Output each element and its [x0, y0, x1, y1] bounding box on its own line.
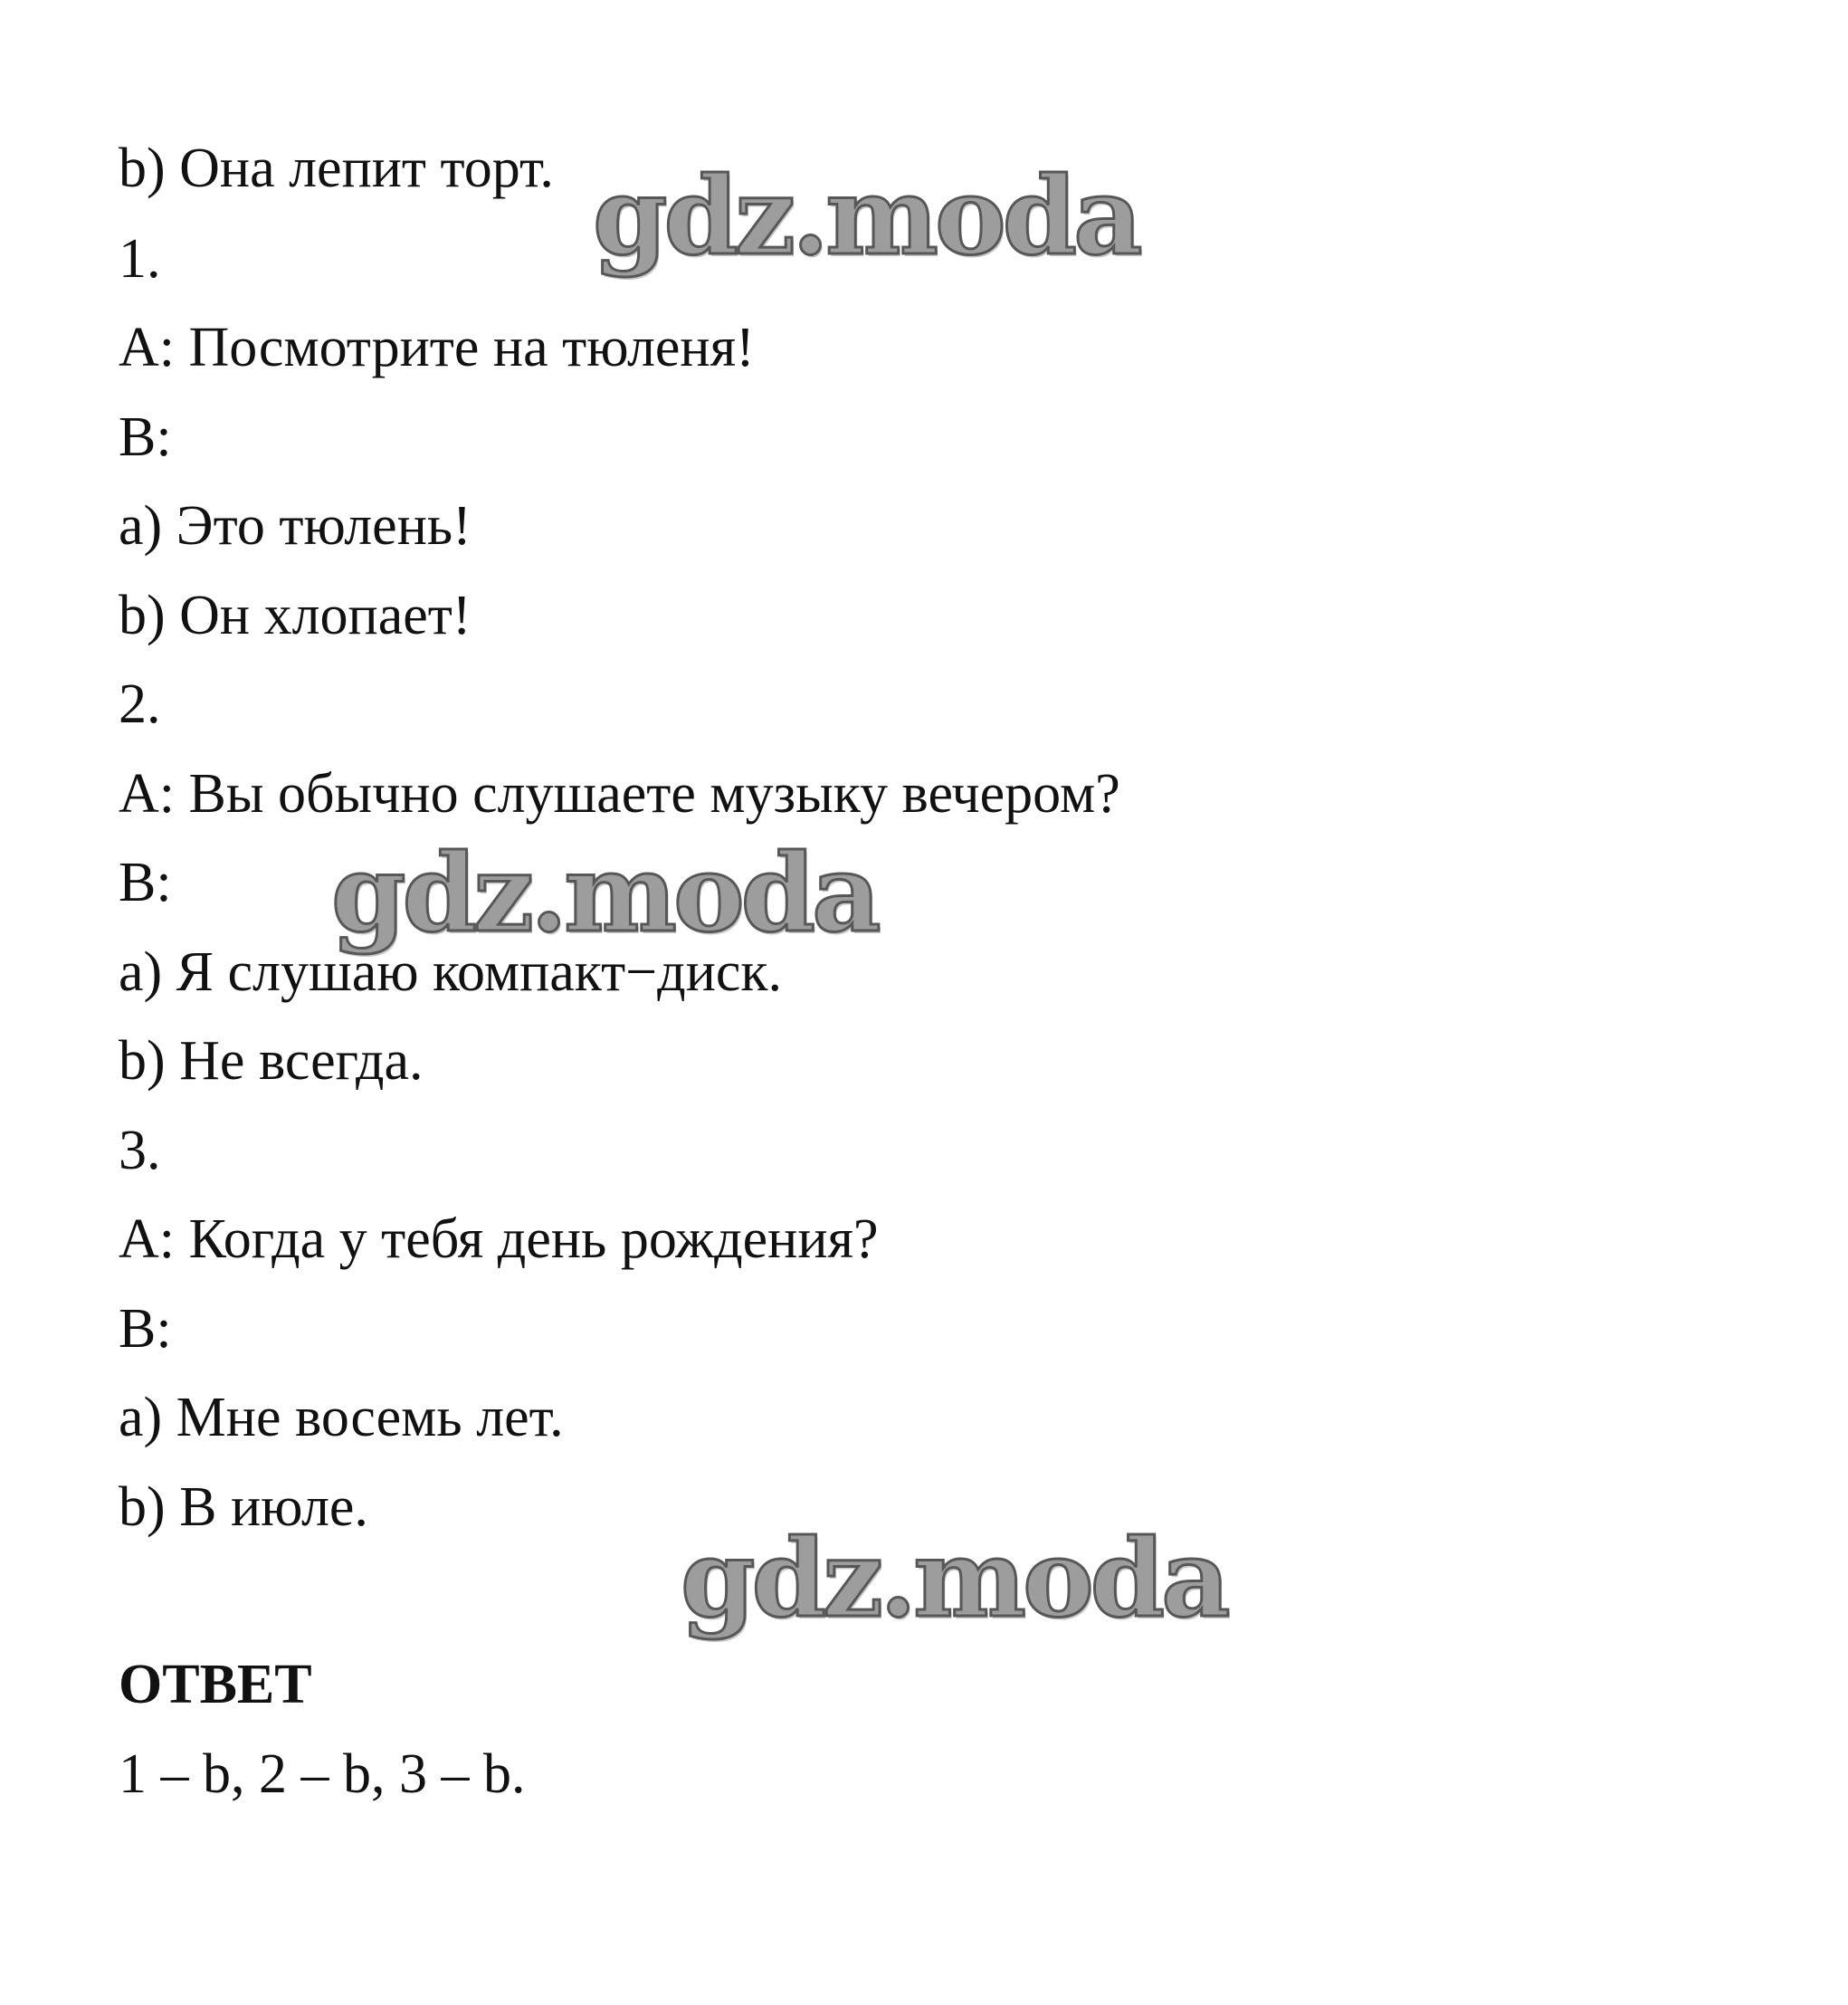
- text-line: b) В июле.: [119, 1476, 368, 1538]
- answer-heading: ОТВЕТ: [119, 1654, 312, 1715]
- text-line: b) Он хлопает!: [119, 585, 472, 646]
- answer-text: 1 – b, 2 – b, 3 – b.: [119, 1743, 526, 1805]
- text-line: B:: [119, 1298, 172, 1360]
- watermark-logo: gdz.moda: [681, 1515, 1227, 1641]
- text-line: A: Вы обычно слушаете музыку вечером?: [119, 763, 1120, 825]
- text-line: B:: [119, 406, 172, 468]
- text-line: A: Посмотрите на тюленя!: [119, 317, 755, 378]
- text-line: b) Не всегда.: [119, 1030, 424, 1092]
- text-line: B:: [119, 852, 172, 913]
- text-line: a) Мне восемь лет.: [119, 1387, 564, 1448]
- text-line: a) Я слушаю компакт−диск.: [119, 941, 783, 1003]
- watermark-logo: gdz.moda: [331, 830, 878, 956]
- text-line: 2.: [119, 673, 161, 735]
- text-line: A: Когда у тебя день рождения?: [119, 1208, 879, 1270]
- text-line: 1.: [119, 228, 161, 290]
- text-line: 3.: [119, 1120, 161, 1181]
- text-line: a) Это тюлень!: [119, 495, 472, 557]
- text-line: b) Она лепит торт.: [119, 138, 554, 199]
- watermark-logo: gdz.moda: [593, 153, 1139, 279]
